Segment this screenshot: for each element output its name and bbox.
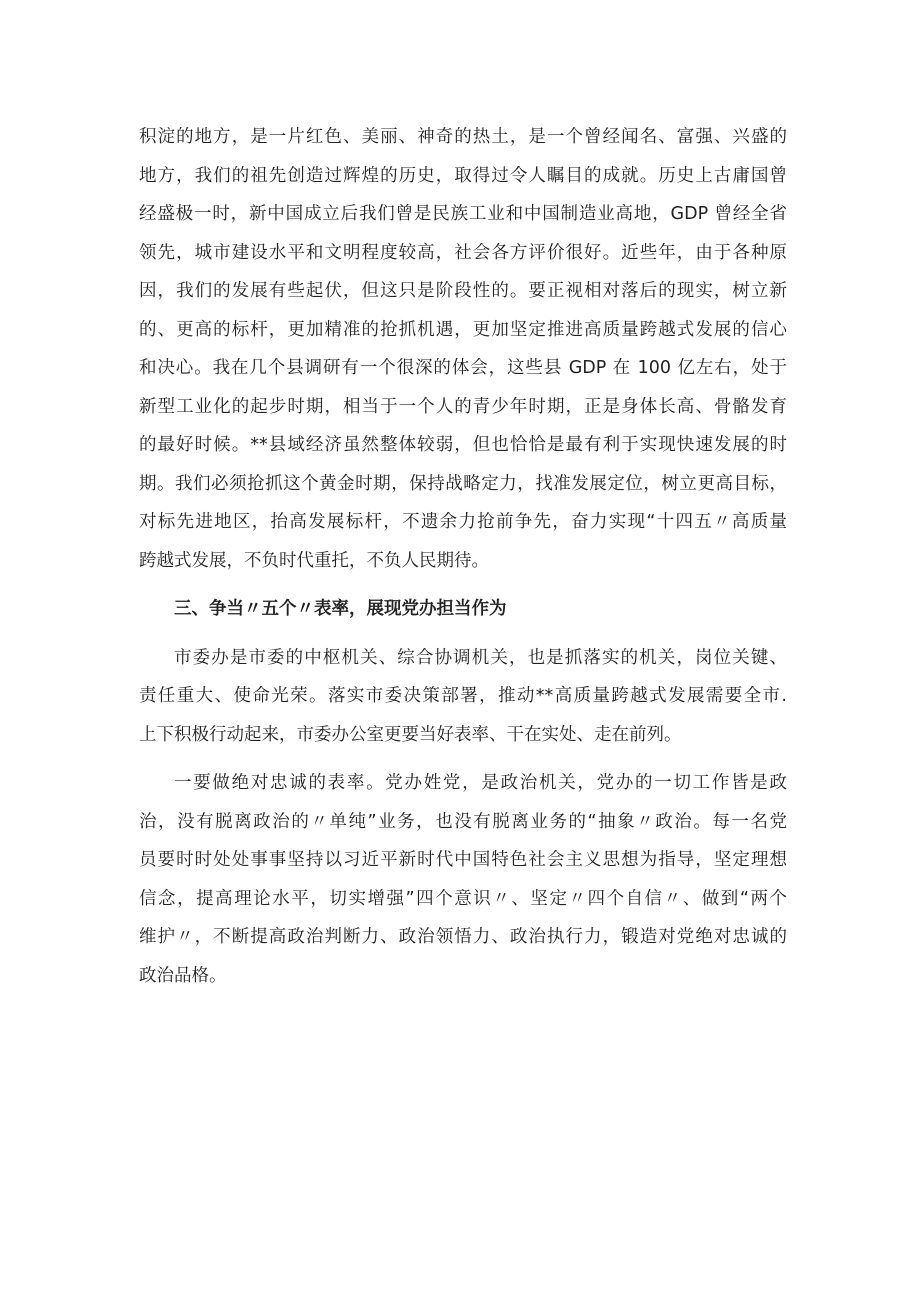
- text-line: 上下积极行动起来，市委办公室更要当好表率、干在实处、走在前列。: [139, 724, 682, 745]
- text-line: 的、更高的标杆，更加精准的抢抓机遇，更加坚定推进高质量跨越式发展的信心: [139, 319, 787, 340]
- text-line: 积淀的地方，是一片红色、美丽、神奇的热土，是一个曾经闻名、富强、兴盛的: [139, 127, 787, 147]
- text-line: 因，我们的发展有些起伏，但这只是阶段性的。要正视相对落后的现实，树立新: [139, 281, 787, 301]
- paragraph-loyalty: [139, 764, 787, 995]
- paragraph-history: [139, 118, 787, 580]
- text-line: 和决心。我在几个县调研有一个很深的体会，这些县 GDP 在 100 亿左右，处于: [139, 358, 787, 378]
- text-line: 治，没有脱离政治的〃单纯”业务，也没有脱离业务的“抽象〃政治。每一名党: [139, 811, 787, 832]
- spacer: [139, 580, 787, 590]
- text-line: 对标先进地区，抬高发展标杆，不遗余力抢前争先，奋力实现“十四五〃高质量: [139, 512, 787, 532]
- section-heading: 三、争当〃五个〃表率，展现党办担当作为: [174, 599, 507, 619]
- text-line: 员要时时处处事事坚持以习近平新时代中国特色社会主义思想为指导，坚定理想: [139, 850, 787, 870]
- text-line: 一要做绝对忠诚的表率。党办姓党，是政治机关，党办的一切工作皆是政: [174, 773, 787, 793]
- text-line: 责任重大、使命光荣。落实市委决策部署，推动**高质量跨越式发展需要全市.: [139, 686, 787, 706]
- document-body: [139, 118, 787, 995]
- text-line: 政治品格。: [139, 965, 227, 986]
- text-line: 经盛极一时，新中国成立后我们曾是民族工业和中国制造业高地，GDP 曾经全省: [139, 204, 787, 224]
- text-line: 的最好时候。**县域经济虽然整体较弱，但也恰恰是最有利于实现快速发展的时: [139, 435, 787, 455]
- text-line: 领先，城市建设水平和文明程度较高，社会各方评价很好。近些年，由于各种原: [139, 242, 787, 263]
- paragraph-office-role: [139, 639, 787, 755]
- text-line: 地方，我们的祖先创造过辉煌的历史，取得过令人瞩目的成就。历史上古庸国曾: [139, 165, 787, 186]
- spacer: [139, 629, 787, 639]
- text-line: 新型工业化的起步时期，相当于一个人的青少年时期，正是身体长高、骨骼发育: [139, 396, 787, 417]
- spacer: [139, 754, 787, 764]
- text-line: 跨越式发展，不负时代重托，不负人民期待。: [139, 550, 489, 571]
- text-line: 维护〃，不断提高政治判断力、政治领悟力、政治执行力，锻造对党绝对忠诚的: [139, 927, 787, 947]
- text-line: 期。我们必须抢抓这个黄金时期，保持战略定力，找准发展定位，树立更高目标，: [139, 473, 787, 494]
- text-line: 信念，提高理论水平，切实增强”四个意识〃、坚定〃四个自信〃、做到“两个: [139, 888, 787, 909]
- text-line: 市委办是市委的中枢机关、综合协调机关，也是抓落实的机关，岗位关键、: [174, 647, 787, 668]
